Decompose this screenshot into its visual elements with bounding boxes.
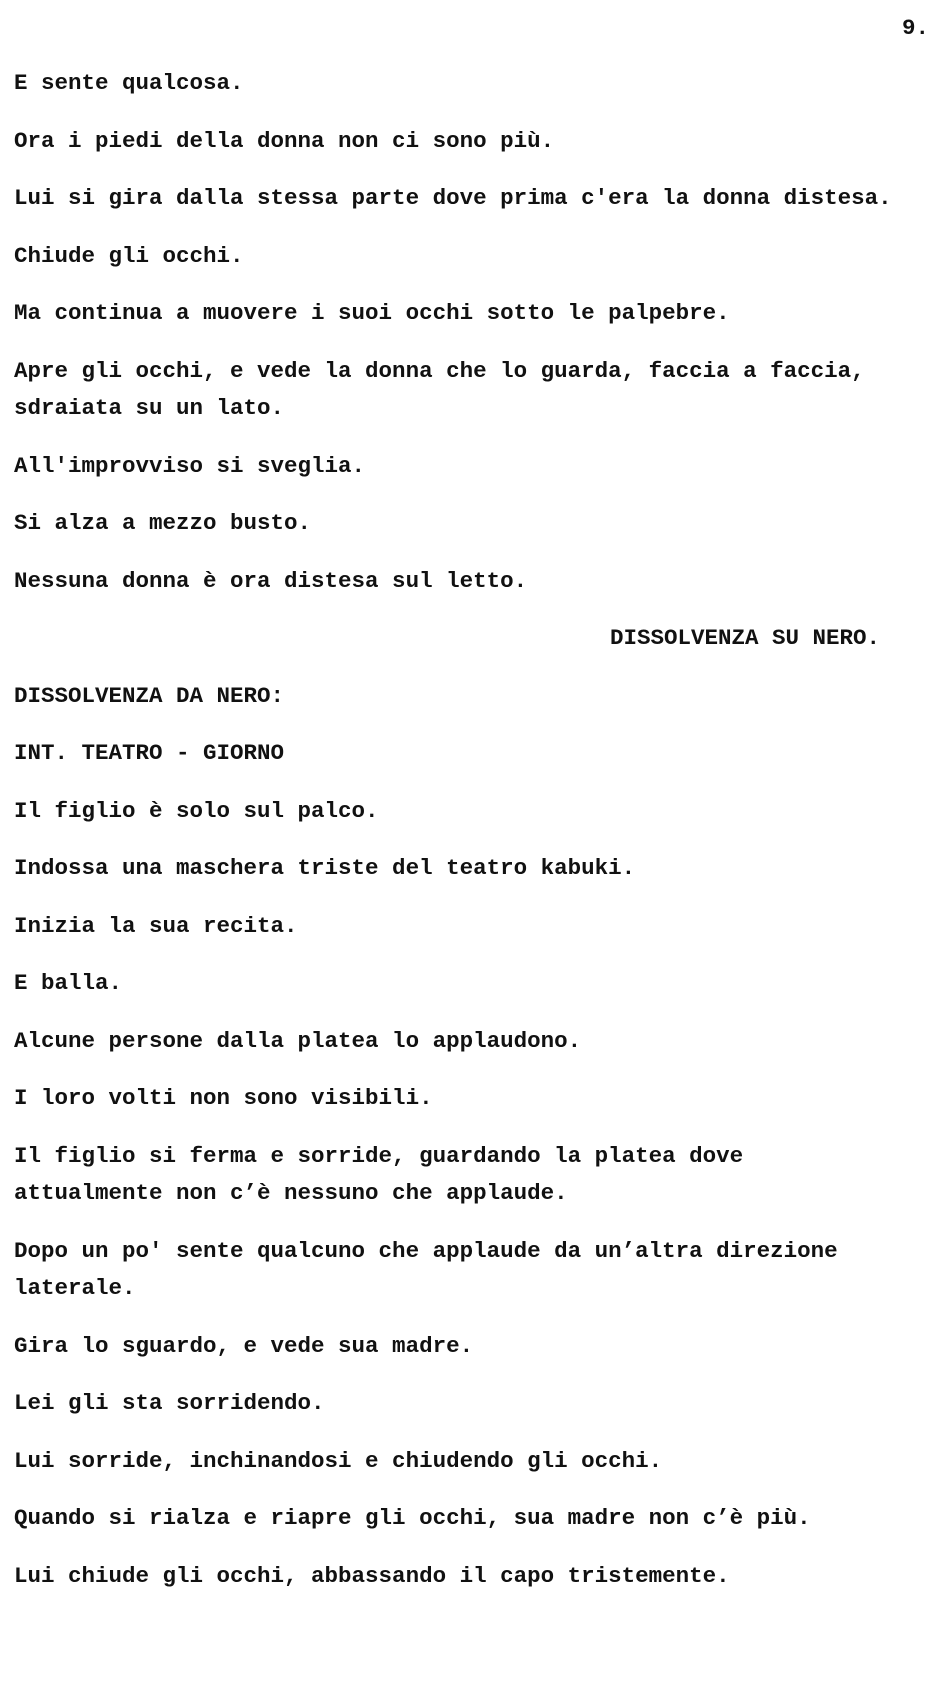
action-line: Il figlio si ferma e sorride, guardando la platea dove attualmente non c’è nessuno che applaude.	[14, 1142, 744, 1206]
action-line: Si alza a mezzo busto.	[14, 510, 312, 536]
action-line: E sente qualcosa.	[14, 70, 244, 96]
action-line: Gira lo sguardo, e vede sua madre.	[14, 1332, 474, 1359]
action-line: Il figlio è solo sul palco.	[14, 797, 379, 824]
action-line: Inizia la sua recita.	[14, 912, 298, 939]
action-line: Chiude gli occhi.	[14, 242, 244, 269]
action-line: Ora i piedi della donna non ci sono più.	[14, 127, 555, 154]
action-line: Alcune persone dalla platea lo applaudono.	[14, 1027, 582, 1054]
action-line: Nessuna donna è ora distesa sul letto.	[14, 567, 528, 594]
action-line: Ma continua a muovere i suoi occhi sotto le palpebre.	[14, 300, 730, 326]
transition-in-line: DISSOLVENZA DA NERO:	[14, 682, 285, 709]
action-line: Indossa una maschera triste del teatro kabuki.	[14, 855, 636, 881]
action-line: Lui sorride, inchinandosi e chiudendo gli occhi.	[14, 1447, 663, 1474]
action-line: All'improvviso si sveglia.	[14, 452, 366, 479]
transition-line: DISSOLVENZA SU NERO.	[609, 625, 880, 651]
page-number: 9.	[901, 15, 929, 41]
action-line: Apre gli occhi, e vede la donna che lo guarda, faccia a faccia, sdraiata su un lato.	[14, 357, 865, 421]
action-line: I loro volti non sono visibili.	[14, 1085, 433, 1111]
action-line: Quando si rialza e riapre gli occhi, sua madre non c’è più.	[14, 1505, 811, 1531]
screenplay-body	[14, 65, 894, 1615]
action-line: Lui chiude gli occhi, abbassando il capo tristemente.	[14, 1562, 730, 1589]
action-line: Lui si gira dalla stessa parte dove prima c'era la donna distesa.	[14, 185, 892, 211]
action-line: Dopo un po' sente qualcuno che applaude da un’altra direzione laterale.	[14, 1237, 838, 1301]
action-line: Lei gli sta sorridendo.	[14, 1390, 325, 1416]
scene-heading: INT. TEATRO - GIORNO	[14, 740, 285, 766]
action-line: E balla.	[14, 970, 123, 996]
